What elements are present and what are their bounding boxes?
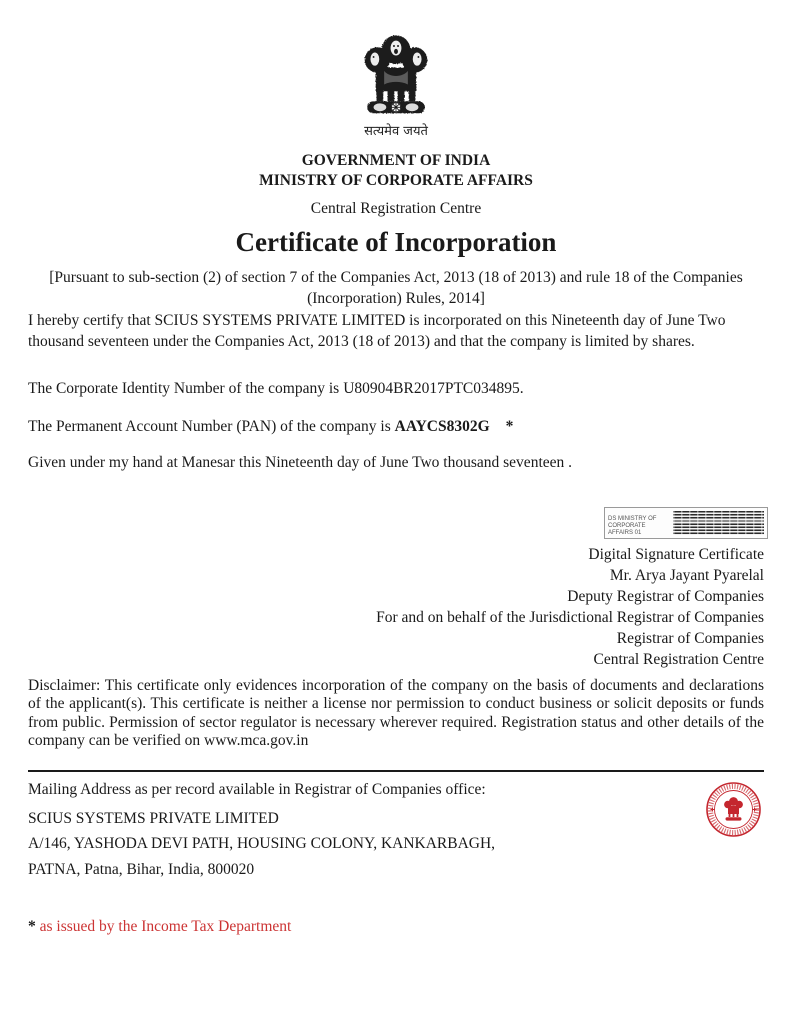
- pan-value: AAYCS8302G: [394, 418, 490, 435]
- cin-value: U80904BR2017PTC034895: [343, 380, 520, 397]
- signature-line-centre: Central Registration Centre: [593, 651, 764, 668]
- pan-label: The Permanent Account Number (PAN) of the company is: [28, 418, 391, 435]
- address-street: A/146, YASHODA DEVI PATH, HOUSING COLONY, KANKARBAGH,: [28, 835, 496, 853]
- footnote-marker: *: [28, 918, 36, 936]
- ministry-heading: MINISTRY OF CORPORATE AFFAIRS: [259, 172, 533, 189]
- cin-line: [28, 378, 764, 399]
- ds-stamp-details-illegible: [673, 511, 764, 535]
- mailing-address-block: [28, 806, 764, 883]
- footnote-text: as issued by the Income Tax Department: [35, 918, 292, 936]
- document-title: Certificate of Incorporation: [235, 227, 557, 257]
- signature-line-designation: Deputy Registrar of Companies: [567, 588, 764, 605]
- address-city: PATNA, Patna, Bihar, India, 800020: [28, 860, 255, 878]
- disclaimer-paragraph: Disclaimer: This certificate only evidences incorporation of the company on the basis of documents and declarations of the applicant(s). This certificate is neither a license nor permission to conduct business or solicit deposits or funds from public. Permission of sector regulator is necessary wherever required. Registration status and other details of the company can be verified on www.mca.gov.in: [28, 677, 764, 750]
- india-emblem-icon: [345, 107, 447, 124]
- digital-signature-stamp: [604, 507, 768, 539]
- pan-footnote: [28, 918, 764, 936]
- signature-line-certificate: Digital Signature Certificate: [588, 546, 764, 563]
- registration-centre-heading: Central Registration Centre: [310, 200, 482, 217]
- digital-signature-row: [28, 507, 764, 540]
- address-company-name: SCIUS SYSTEMS PRIVATE LIMITED: [28, 809, 279, 827]
- cin-period: .: [519, 380, 524, 397]
- pan-line: [28, 416, 764, 437]
- mailing-address-heading: Mailing Address as per record available in Registrar of Companies office:: [28, 780, 486, 798]
- section-divider: [28, 770, 764, 772]
- pursuant-clause: [Pursuant to sub-section (2) of section 7 of the Companies Act, 2013 (18 of 2013) and rule 18 of the Companies (Incorporation) Rules, 2014]: [49, 269, 743, 307]
- government-heading: GOVERNMENT OF INDIA: [301, 152, 491, 169]
- ds-stamp-label: DS MINISTRY OF CORPORATE AFFAIRS 01: [608, 516, 657, 536]
- certification-paragraph: I hereby certify that SCIUS SYSTEMS PRIVATE LIMITED is incorporated on this Nineteenth day of June Two thousand seventeen under the Companies Act, 2013 (18 of 2013) and that the company is limited by shares.: [28, 312, 726, 350]
- given-under-hand-line: Given under my hand at Manesar this Nineteenth day of June Two thousand seventeen .: [28, 454, 573, 471]
- pan-footnote-marker: *: [505, 418, 514, 435]
- emblem-motto: सत्यमेव जयते: [364, 124, 428, 139]
- emblem-block: [28, 32, 764, 139]
- signature-line-registrar: Registrar of Companies: [616, 630, 764, 647]
- signature-line-on-behalf: For and on behalf of the Jurisdictional Registrar of Companies: [376, 609, 764, 626]
- signature-block: [28, 544, 764, 670]
- registrar-red-seal-icon: [704, 780, 763, 839]
- cin-label: The Corporate Identity Number of the company is: [28, 380, 340, 397]
- signature-line-name: Mr. Arya Jayant Pyarelal: [609, 567, 764, 584]
